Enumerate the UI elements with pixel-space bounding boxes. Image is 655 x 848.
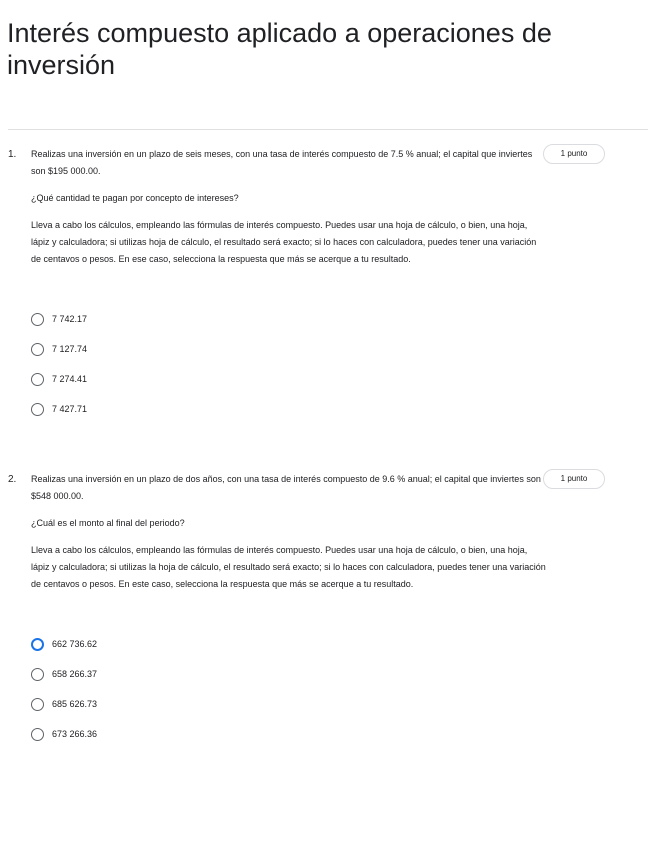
question-number: 2.	[8, 474, 17, 485]
question-instructions: Lleva a cabo los cálculos, empleando las fórmulas de interés compuesto. Puedes usar una hoja de cálculo, o bien, una hoja, lápiz y calculadora; si utilizas la hoja de cálculo, el resultado será exacto; si lo haces con calculadora, puedes tener una variación de centavos o pesos. En este caso, selecciona la respuesta que más se acerque a tu resultado.	[31, 545, 546, 589]
points-badge: 1 punto	[543, 144, 605, 164]
page-title: Interés compuesto aplicado a operaciones de inversión	[7, 18, 552, 80]
radio-button-icon[interactable]	[31, 373, 44, 386]
option-radio[interactable]	[31, 394, 231, 424]
option-label: 7 127.74	[52, 344, 88, 354]
option-radio[interactable]	[31, 629, 231, 659]
options-question-1	[31, 304, 231, 424]
question-text	[31, 146, 546, 278]
radio-button-icon[interactable]	[31, 638, 44, 651]
option-radio[interactable]	[31, 334, 231, 364]
radio-button-icon[interactable]	[31, 343, 44, 356]
question-number: 1.	[8, 149, 17, 160]
option-radio[interactable]	[31, 304, 231, 334]
option-label: 7 427.71	[52, 404, 88, 414]
option-label: 658 266.37	[52, 669, 98, 679]
radio-button-icon[interactable]	[31, 403, 44, 416]
option-radio[interactable]	[31, 719, 231, 749]
question-prompt: ¿Qué cantidad te pagan por concepto de intereses?	[31, 193, 239, 203]
radio-button-icon[interactable]	[31, 698, 44, 711]
option-label: 7 742.17	[52, 314, 88, 324]
question-statement: Realizas una inversión en un plazo de seis meses, con una tasa de interés compuesto de 7.5 % anual; el capital que inviertes son $195 000.00.	[31, 149, 533, 176]
radio-button-icon[interactable]	[31, 313, 44, 326]
option-radio[interactable]	[31, 364, 231, 394]
options-question-2	[31, 629, 231, 749]
radio-button-icon[interactable]	[31, 668, 44, 681]
question-statement: Realizas una inversión en un plazo de dos años, con una tasa de interés compuesto de 9.6 % anual; el capital que inviertes son $548 000.00.	[31, 474, 541, 501]
option-label: 685 626.73	[52, 699, 98, 709]
option-label: 7 274.41	[52, 374, 88, 384]
question-text	[31, 471, 546, 603]
option-label: 662 736.62	[52, 639, 98, 649]
option-radio[interactable]	[31, 659, 231, 689]
option-radio[interactable]	[31, 689, 231, 719]
title-divider	[8, 129, 648, 130]
points-badge: 1 punto	[543, 469, 605, 489]
option-label: 673 266.36	[52, 729, 98, 739]
question-instructions: Lleva a cabo los cálculos, empleando las fórmulas de interés compuesto. Puedes usar una hoja de cálculo, o bien, una hoja, lápiz y calculadora; si utilizas hoja de cálculo, el resultado será exacto; si lo haces con calculadora, puedes tener una variación de centavos o pesos. En ese caso, selecciona la respuesta que más se acerque a tu resultado.	[31, 220, 537, 264]
question-prompt: ¿Cuál es el monto al final del periodo?	[31, 518, 185, 528]
radio-button-icon[interactable]	[31, 728, 44, 741]
